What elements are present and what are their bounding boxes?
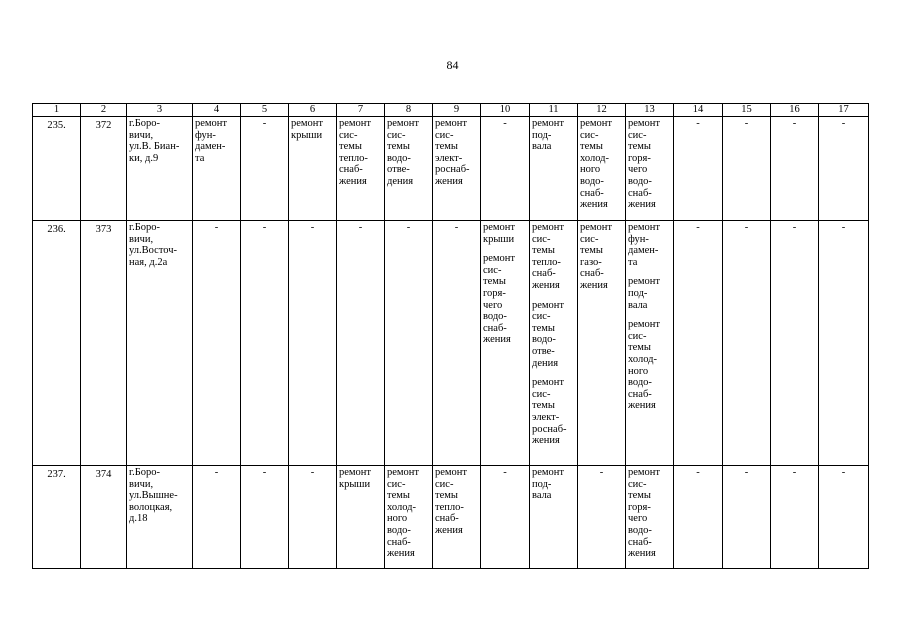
table-cell	[578, 466, 626, 569]
table-cell	[771, 221, 819, 466]
cell-entry: -	[599, 467, 604, 478]
table-cell	[193, 466, 241, 569]
table-cell	[193, 117, 241, 221]
column-header: 5	[241, 104, 289, 117]
table-cell	[127, 117, 193, 221]
column-header: 9	[433, 104, 481, 117]
cell-entry: г.Боро- вичи, ул.Восточ- ная, д.2а	[129, 222, 178, 268]
header-row	[33, 104, 869, 117]
table-cell	[81, 221, 127, 466]
cell-entry: ремонт сис- темы водо- отве- дения	[532, 299, 565, 369]
column-header: 2	[81, 104, 127, 117]
cell-entry: ремонт фун- дамен- та	[628, 222, 661, 268]
cell-entry: ремонт сис- темы тепло- снаб- жения	[532, 222, 565, 291]
cell-entry: 373	[95, 224, 112, 235]
cell-entry: ремонт сис- темы холод- ного водо- снаб- жения	[628, 319, 661, 412]
cell-entry: 374	[95, 469, 112, 480]
table-cell	[819, 117, 869, 221]
cell-entry: 235.	[47, 120, 66, 131]
table-cell	[337, 221, 385, 466]
cell-entry: -	[792, 222, 797, 233]
table-cell	[626, 117, 674, 221]
column-header: 15	[723, 104, 771, 117]
table-cell	[289, 466, 337, 569]
cell-entry: 237.	[47, 469, 66, 480]
cell-entry: ремонт фун- дамен- та	[195, 118, 228, 164]
table-cell	[337, 117, 385, 221]
cell-entry: ремонт под- вала	[532, 118, 565, 153]
cell-entry: -	[406, 222, 411, 233]
table-cell	[81, 117, 127, 221]
cell-entry: -	[696, 222, 700, 233]
table-cell	[127, 221, 193, 466]
cell-entry: 236.	[47, 224, 66, 235]
table-cell	[289, 117, 337, 221]
table-cell	[33, 221, 81, 466]
cell-entry: ремонт сис- темы тепло- снаб- жения	[339, 118, 372, 187]
column-header: 3	[127, 104, 193, 117]
cell-entry: ремонт сис- темы горя- чего водо- снаб- жения	[628, 467, 661, 560]
cell-entry: -	[841, 467, 846, 478]
column-header: 6	[289, 104, 337, 117]
cell-entry: -	[744, 222, 749, 233]
cell-entry: ремонт под- вала	[628, 276, 661, 311]
column-header: 8	[385, 104, 433, 117]
cell-entry: г.Боро- вичи, ул.Вышне- волоцкая, д.18	[129, 467, 178, 525]
column-header: 10	[481, 104, 530, 117]
table-cell	[289, 221, 337, 466]
table-row	[33, 466, 869, 569]
table-cell	[723, 466, 771, 569]
cell-entry: -	[262, 222, 267, 233]
cell-entry: -	[841, 118, 846, 129]
table-body	[33, 117, 869, 569]
cell-entry: ремонт сис- темы холод- ного водо- снаб- жения	[580, 118, 613, 211]
cell-entry: -	[214, 467, 219, 478]
table-cell	[674, 221, 723, 466]
column-header: 16	[771, 104, 819, 117]
repair-schedule-table	[32, 103, 869, 569]
table-cell	[674, 117, 723, 221]
cell-entry: -	[358, 222, 363, 233]
table-cell	[530, 466, 578, 569]
table-cell	[433, 221, 481, 466]
table-cell	[771, 117, 819, 221]
table-cell	[819, 221, 869, 466]
cell-entry: -	[744, 118, 749, 129]
table-cell	[771, 466, 819, 569]
table-cell	[337, 466, 385, 569]
cell-entry: ремонт сис- темы холод- ного водо- снаб- жения	[387, 467, 420, 560]
table-cell	[193, 221, 241, 466]
cell-entry: -	[696, 118, 700, 129]
cell-entry: -	[841, 222, 846, 233]
cell-entry: ремонт под- вала	[532, 467, 565, 502]
table-cell	[530, 117, 578, 221]
column-header: 14	[674, 104, 723, 117]
cell-entry: ремонт сис- темы элект- роснаб- жения	[435, 118, 470, 187]
cell-entry: -	[262, 118, 267, 129]
cell-entry: -	[792, 467, 797, 478]
cell-entry: ремонт крыши	[339, 467, 372, 490]
cell-entry: ремонт сис- темы горя- чего водо- снаб- жения	[628, 118, 661, 211]
table-cell	[626, 221, 674, 466]
table-row	[33, 221, 869, 466]
page-number: 84	[446, 58, 459, 72]
table-cell	[33, 466, 81, 569]
table-cell	[481, 221, 530, 466]
cell-entry: -	[310, 222, 315, 233]
table-cell	[81, 466, 127, 569]
cell-entry: -	[696, 467, 700, 478]
table-cell	[530, 221, 578, 466]
table-cell	[578, 117, 626, 221]
cell-entry: -	[792, 118, 797, 129]
column-header: 1	[33, 104, 81, 117]
table-cell	[385, 221, 433, 466]
table-cell	[723, 221, 771, 466]
table-cell	[385, 117, 433, 221]
cell-entry: -	[744, 467, 749, 478]
cell-entry: -	[503, 118, 507, 129]
column-header: 11	[530, 104, 578, 117]
column-header: 4	[193, 104, 241, 117]
column-header: 13	[626, 104, 674, 117]
column-header: 17	[819, 104, 869, 117]
table-cell	[819, 466, 869, 569]
table-cell	[433, 117, 481, 221]
cell-entry: -	[503, 467, 507, 478]
cell-entry: -	[310, 467, 315, 478]
table-cell	[241, 466, 289, 569]
table-cell	[723, 117, 771, 221]
table-row	[33, 117, 869, 221]
table-cell	[241, 221, 289, 466]
table-cell	[433, 466, 481, 569]
cell-entry: -	[214, 222, 219, 233]
table-cell	[481, 117, 530, 221]
table-cell	[578, 221, 626, 466]
table-cell	[481, 466, 530, 569]
table-cell	[241, 117, 289, 221]
table-cell	[674, 466, 723, 569]
cell-entry: ремонт крыши	[291, 118, 324, 141]
cell-entry: ремонт сис- темы горя- чего водо- снаб- жения	[483, 253, 516, 346]
cell-entry: ремонт крыши	[483, 222, 516, 245]
column-header: 12	[578, 104, 626, 117]
cell-entry: -	[454, 222, 459, 233]
table-cell	[33, 117, 81, 221]
table-cell	[127, 466, 193, 569]
cell-entry: ремонт сис- темы газо- снаб- жения	[580, 222, 613, 291]
column-header: 7	[337, 104, 385, 117]
cell-entry: -	[262, 467, 267, 478]
table-cell	[385, 466, 433, 569]
cell-entry: г.Боро- вичи, ул.В. Биан- ки, д.9	[129, 118, 180, 164]
cell-entry: ремонт сис- темы водо- отве- дения	[387, 118, 420, 187]
cell-entry: 372	[95, 120, 112, 131]
cell-entry: ремонт сис- темы элект- роснаб- жения	[532, 377, 567, 447]
table-cell	[626, 466, 674, 569]
cell-entry: ремонт сис- темы тепло- снаб- жения	[435, 467, 468, 536]
